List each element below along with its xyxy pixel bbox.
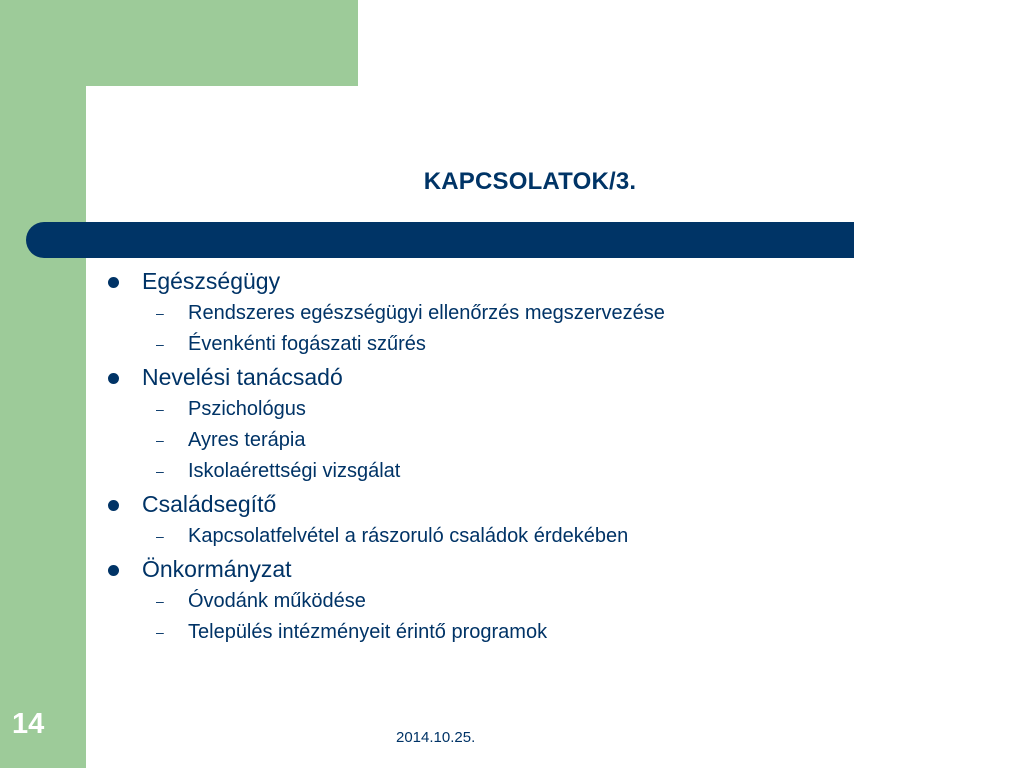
sub-bullet-label: Óvodánk működése xyxy=(188,590,366,612)
sub-bullet-item xyxy=(106,521,866,552)
bullet-dot-icon xyxy=(108,373,119,384)
dash-icon: – xyxy=(156,401,164,417)
bullet-dot-icon xyxy=(108,277,119,288)
sub-bullet-label: Ayres terápia xyxy=(188,429,306,451)
slide-date: 2014.10.25. xyxy=(396,729,476,746)
sub-bullet-label: Iskolaérettségi vizsgálat xyxy=(188,460,401,482)
sub-bullet-label: Évenkénti fogászati szűrés xyxy=(188,333,426,355)
sub-bullet-item xyxy=(106,425,866,456)
bullet-list xyxy=(106,264,866,648)
dash-icon: – xyxy=(156,432,164,448)
dash-icon: – xyxy=(156,593,164,609)
bullet-dot-icon xyxy=(108,565,119,576)
rounded-corner xyxy=(86,86,186,186)
slide-title: KAPCSOLATOK/3. xyxy=(423,168,637,195)
bullet-label: Egészségügy xyxy=(142,268,281,294)
sub-bullet-item xyxy=(106,329,866,360)
bullet-item xyxy=(106,552,866,586)
title-underline-bar xyxy=(26,222,854,258)
bullet-item xyxy=(106,487,866,521)
sub-bullet-label: Rendszeres egészségügyi ellenőrzés megszervezése xyxy=(188,302,665,324)
bullet-dot-icon xyxy=(108,500,119,511)
dash-icon: – xyxy=(156,463,164,479)
bullet-item xyxy=(106,360,866,394)
bullet-item xyxy=(106,264,866,298)
sub-bullet-item xyxy=(106,617,866,648)
sub-bullet-label: Település intézményeit érintő programok xyxy=(188,621,548,643)
dash-icon: – xyxy=(156,528,164,544)
dash-icon: – xyxy=(156,336,164,352)
sub-bullet-item xyxy=(106,298,866,329)
sub-bullet-item xyxy=(106,394,866,425)
dash-icon: – xyxy=(156,305,164,321)
bullet-label: Nevelési tanácsadó xyxy=(142,364,343,390)
sub-bullet-item xyxy=(106,586,866,617)
sub-bullet-label: Pszichológus xyxy=(188,398,306,420)
sub-bullet-item xyxy=(106,456,866,487)
bullet-label: Családsegítő xyxy=(142,491,277,517)
page-number: 14 xyxy=(12,708,45,740)
bullet-label: Önkormányzat xyxy=(142,556,292,582)
sub-bullet-label: Kapcsolatfelvétel a rászoruló családok érdekében xyxy=(188,525,629,547)
dash-icon: – xyxy=(156,624,164,640)
green-left-band xyxy=(0,0,86,768)
